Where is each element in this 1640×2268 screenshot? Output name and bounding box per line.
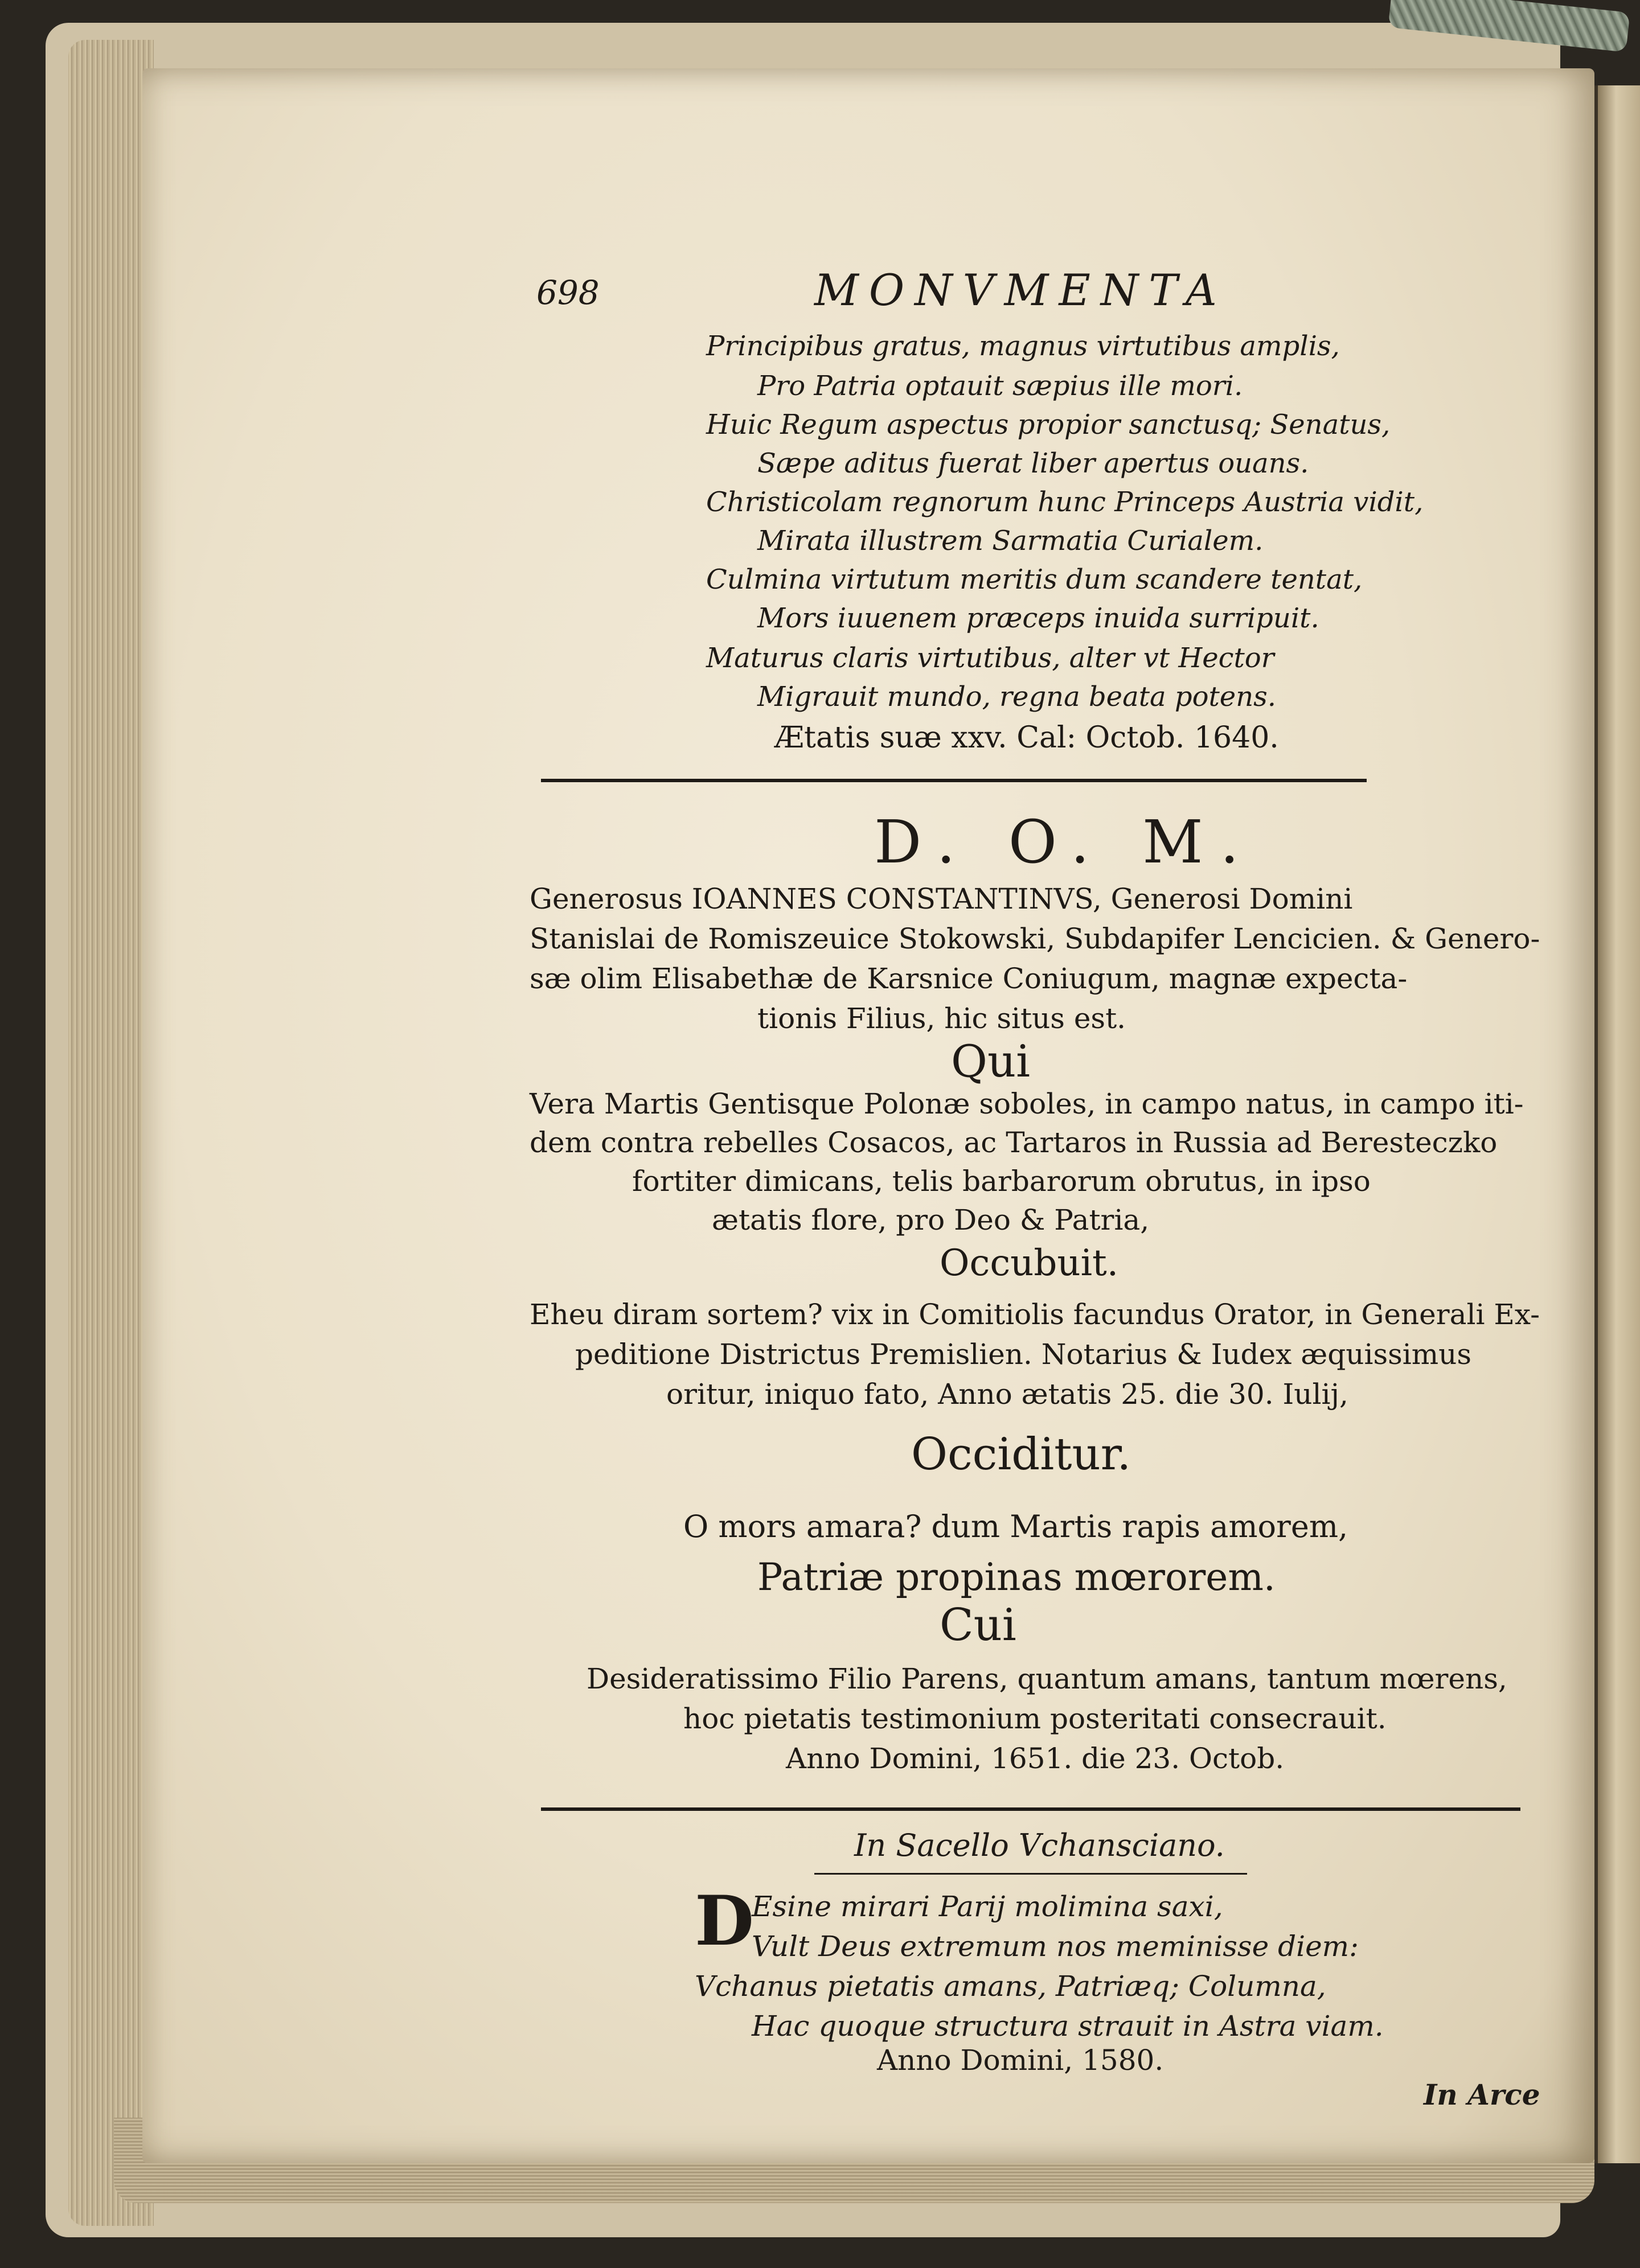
inscription-line: ætatis flore, pro Deo & Patria, [712,1203,1150,1236]
inscription-line: Desideratissimo Filio Parens, quantum amans, tantum mœrens, [587,1662,1507,1695]
inscription-line: sæ olim Elisabethæ de Karsnice Coniugum, magnæ expecta- [530,962,1408,995]
inscription-line: Generosus IOANNES CONSTANTINVS, Generosi Domini [530,882,1353,915]
drop-cap: D [695,1881,755,1961]
epitaph-date: Anno Domini, 1580. [877,2044,1164,2077]
inscription-line: tionis Filius, hic situs est. [757,1002,1126,1035]
running-head: MONVMENTA [814,265,1227,315]
heading-underline [814,1873,1247,1875]
inscription-line: peditione Districtus Premislien. Notarius & Iudex æquissimus [575,1338,1472,1371]
inscription-line: oritur, iniquo fato, Anno ætatis 25. die 30. Iulij, [666,1378,1348,1411]
lament-line-large: Patriæ propinas mœrorem. [757,1555,1276,1599]
inscription-line: Eheu diram sortem? vix in Comitiolis facundus Orator, in Generali Ex- [530,1298,1540,1331]
verse-line: Christicolam regnorum hunc Princeps Austria vidit, [706,486,1424,518]
section-divider [541,1807,1520,1811]
verse-line: Sæpe aditus fuerat liber apertus ouans. [757,447,1309,479]
epitaph-date: Ætatis suæ xxv. Cal: Octob. 1640. [774,721,1279,755]
page-number: 698 [536,273,600,312]
inscription-line: hoc pietatis testimonium posteritati consecrauit. [683,1702,1387,1735]
verse-line: Mirata illustrem Sarmatia Curialem. [757,525,1264,557]
lament-line: O mors amara? dum Martis rapis amorem, [683,1509,1348,1544]
verse-line: Principibus gratus, magnus virtutibus amplis, [706,330,1340,362]
section-word-qui: Qui [951,1036,1031,1087]
section-word-occiditur: Occiditur. [911,1429,1131,1480]
section-word-occubuit: Occubuit. [940,1242,1119,1284]
catchword: In Arce [1424,2078,1540,2111]
epitaph-date: Anno Domini, 1651. die 23. Octob. [786,1742,1285,1775]
verse-line: Huic Regum aspectus propior sanctusq; Senatus, [706,409,1391,441]
verse-line: Vchanus pietatis amans, Patriæq; Columna, [695,1970,1326,2003]
verse-line: Hac quoque structura strauit in Astra viam. [752,2010,1384,2043]
inscription-line: Vera Martis Gentisque Polonæ soboles, in campo natus, in campo iti- [530,1087,1524,1120]
inscription-line: dem contra rebelles Cosacos, ac Tartaros in Russia ad Beresteczko [530,1126,1498,1159]
inscription-line: Stanislai de Romiszeuice Stokowski, Subdapifer Lencicien. & Genero- [530,922,1540,955]
verse-line: Vult Deus extremum nos meminisse diem: [752,1930,1359,1963]
dom-heading: D. O. M. [874,807,1256,877]
adjacent-page-edge [1594,85,1640,2163]
section-word-cui: Cui [940,1600,1016,1651]
verse-line: Esine mirari Parij molimina saxi, [752,1890,1223,1923]
book-page [142,68,1594,2163]
page-edges-left [68,40,154,2226]
verse-line: Maturus claris virtutibus, alter vt Hector [706,642,1274,674]
verse-line: Pro Patria optauit sæpius ille mori. [757,370,1243,402]
section-divider [541,779,1367,782]
verse-line: Mors iuuenem præceps inuida surripuit. [757,602,1319,634]
inscription-line: fortiter dimicans, telis barbarorum obrutus, in ipso [632,1165,1371,1198]
verse-line: Culmina virtutum meritis dum scandere tentat, [706,564,1363,595]
verse-line: Migrauit mundo, regna beata potens. [757,681,1276,713]
chapel-heading: In Sacello Vchansciano. [854,1827,1225,1863]
